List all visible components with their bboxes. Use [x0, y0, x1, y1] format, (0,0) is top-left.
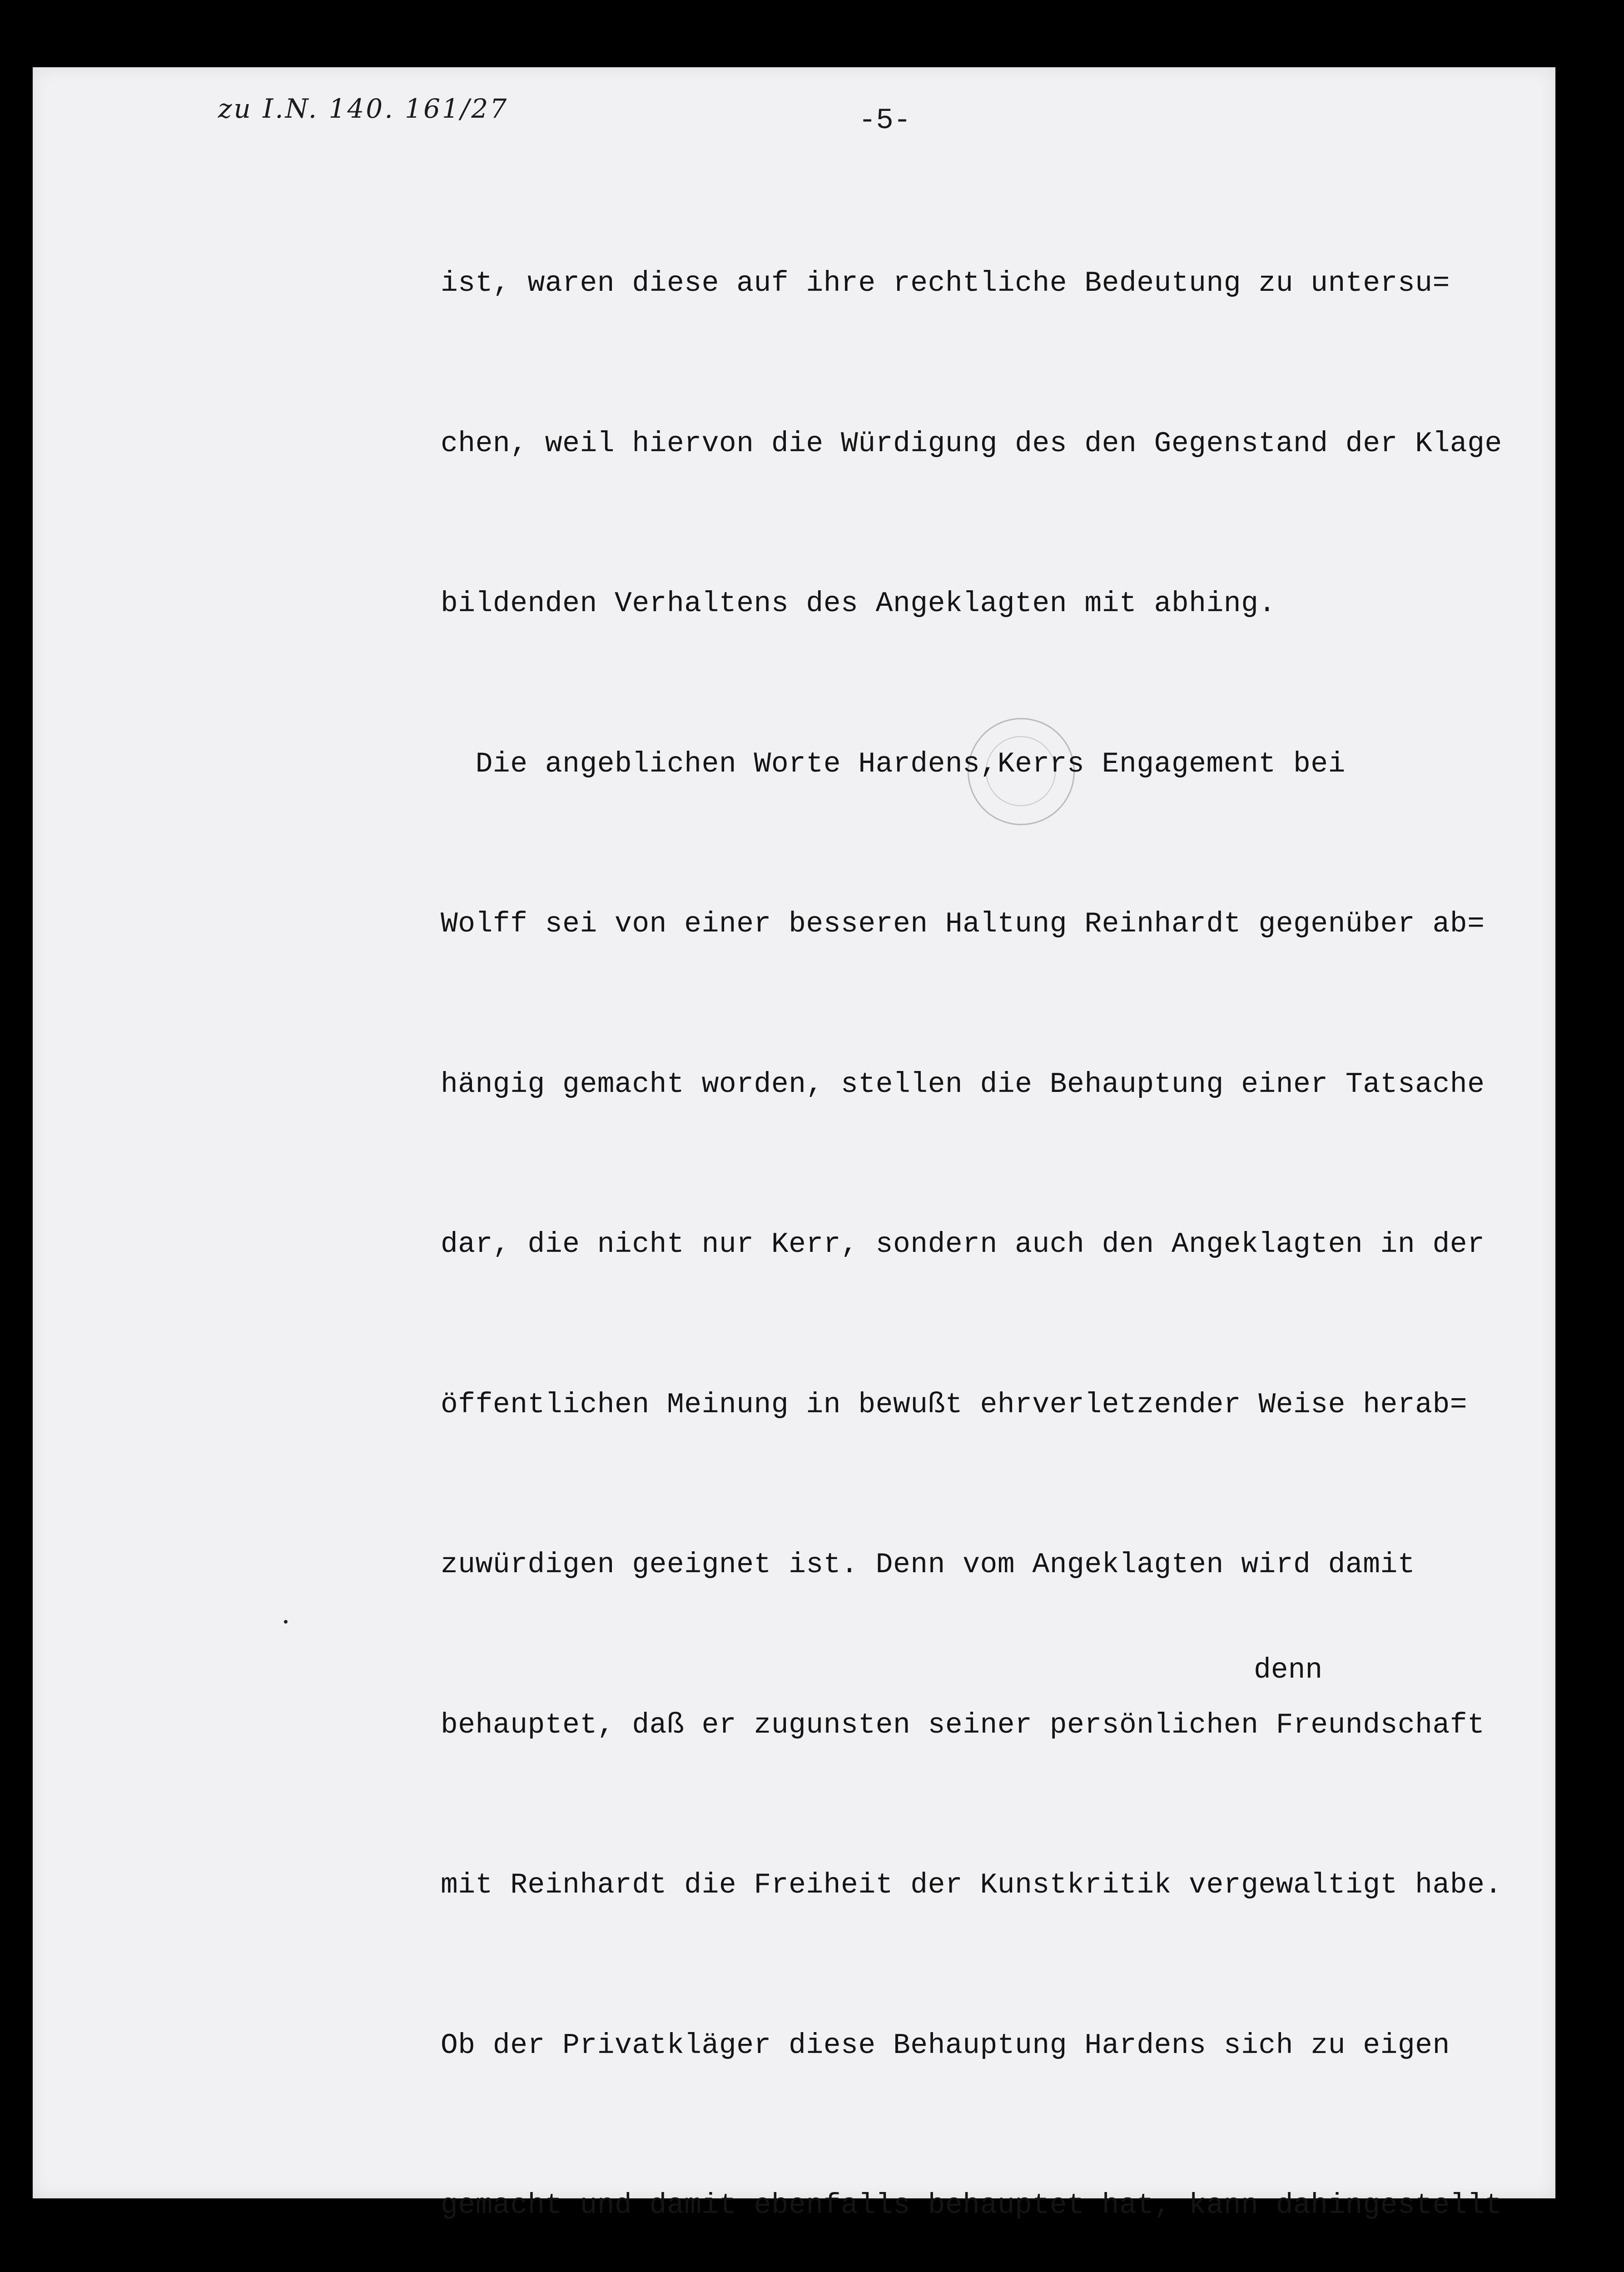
- text-line: Ob der Privatkläger diese Behauptung Hardens sich zu eigen: [441, 2029, 1450, 2062]
- text-line: zuwürdigen geeignet ist. Denn vom Angeklagten wird damit: [441, 1549, 1415, 1581]
- text-line: ist, waren diese auf ihre rechtliche Bedeutung zu untersu=: [441, 267, 1450, 299]
- page-number: -5-: [859, 105, 911, 137]
- text-line: Wolff sei von einer besseren Haltung Reinhardt gegenüber ab=: [441, 908, 1485, 940]
- text-line: mit Reinhardt die Freiheit der Kunstkritik vergewaltigt habe.: [441, 1869, 1502, 1901]
- text-line: öffentlichen Meinung in bewußt ehrverletzender Weise herab=: [441, 1388, 1468, 1421]
- text-line: gemacht und damit ebenfalls behauptet hat, kann dahingestellt: [441, 2189, 1502, 2222]
- archive-reference: zu I.N. 140. 161/27: [218, 93, 509, 124]
- text-line: chen, weil hiervon die Würdigung des den Gegenstand der Klage: [441, 427, 1502, 460]
- text-line: dar, die nicht nur Kerr, sondern auch den Angeklagten in der: [441, 1228, 1485, 1261]
- margin-mark: [284, 1620, 288, 1624]
- text-line: hängig gemacht worden, stellen die Behauptung einer Tatsache: [441, 1068, 1485, 1101]
- body-text: [441, 150, 1554, 2272]
- text-line: Die angeblichen Worte Hardens,Kerrs Engagement bei: [441, 747, 1346, 780]
- catchword: denn: [1254, 1654, 1323, 1686]
- text-line: behauptet, daß er zugunsten seiner persönlichen Freundschaft: [441, 1709, 1485, 1741]
- text-line: bildenden Verhaltens des Angeklagten mit abhing.: [441, 588, 1276, 620]
